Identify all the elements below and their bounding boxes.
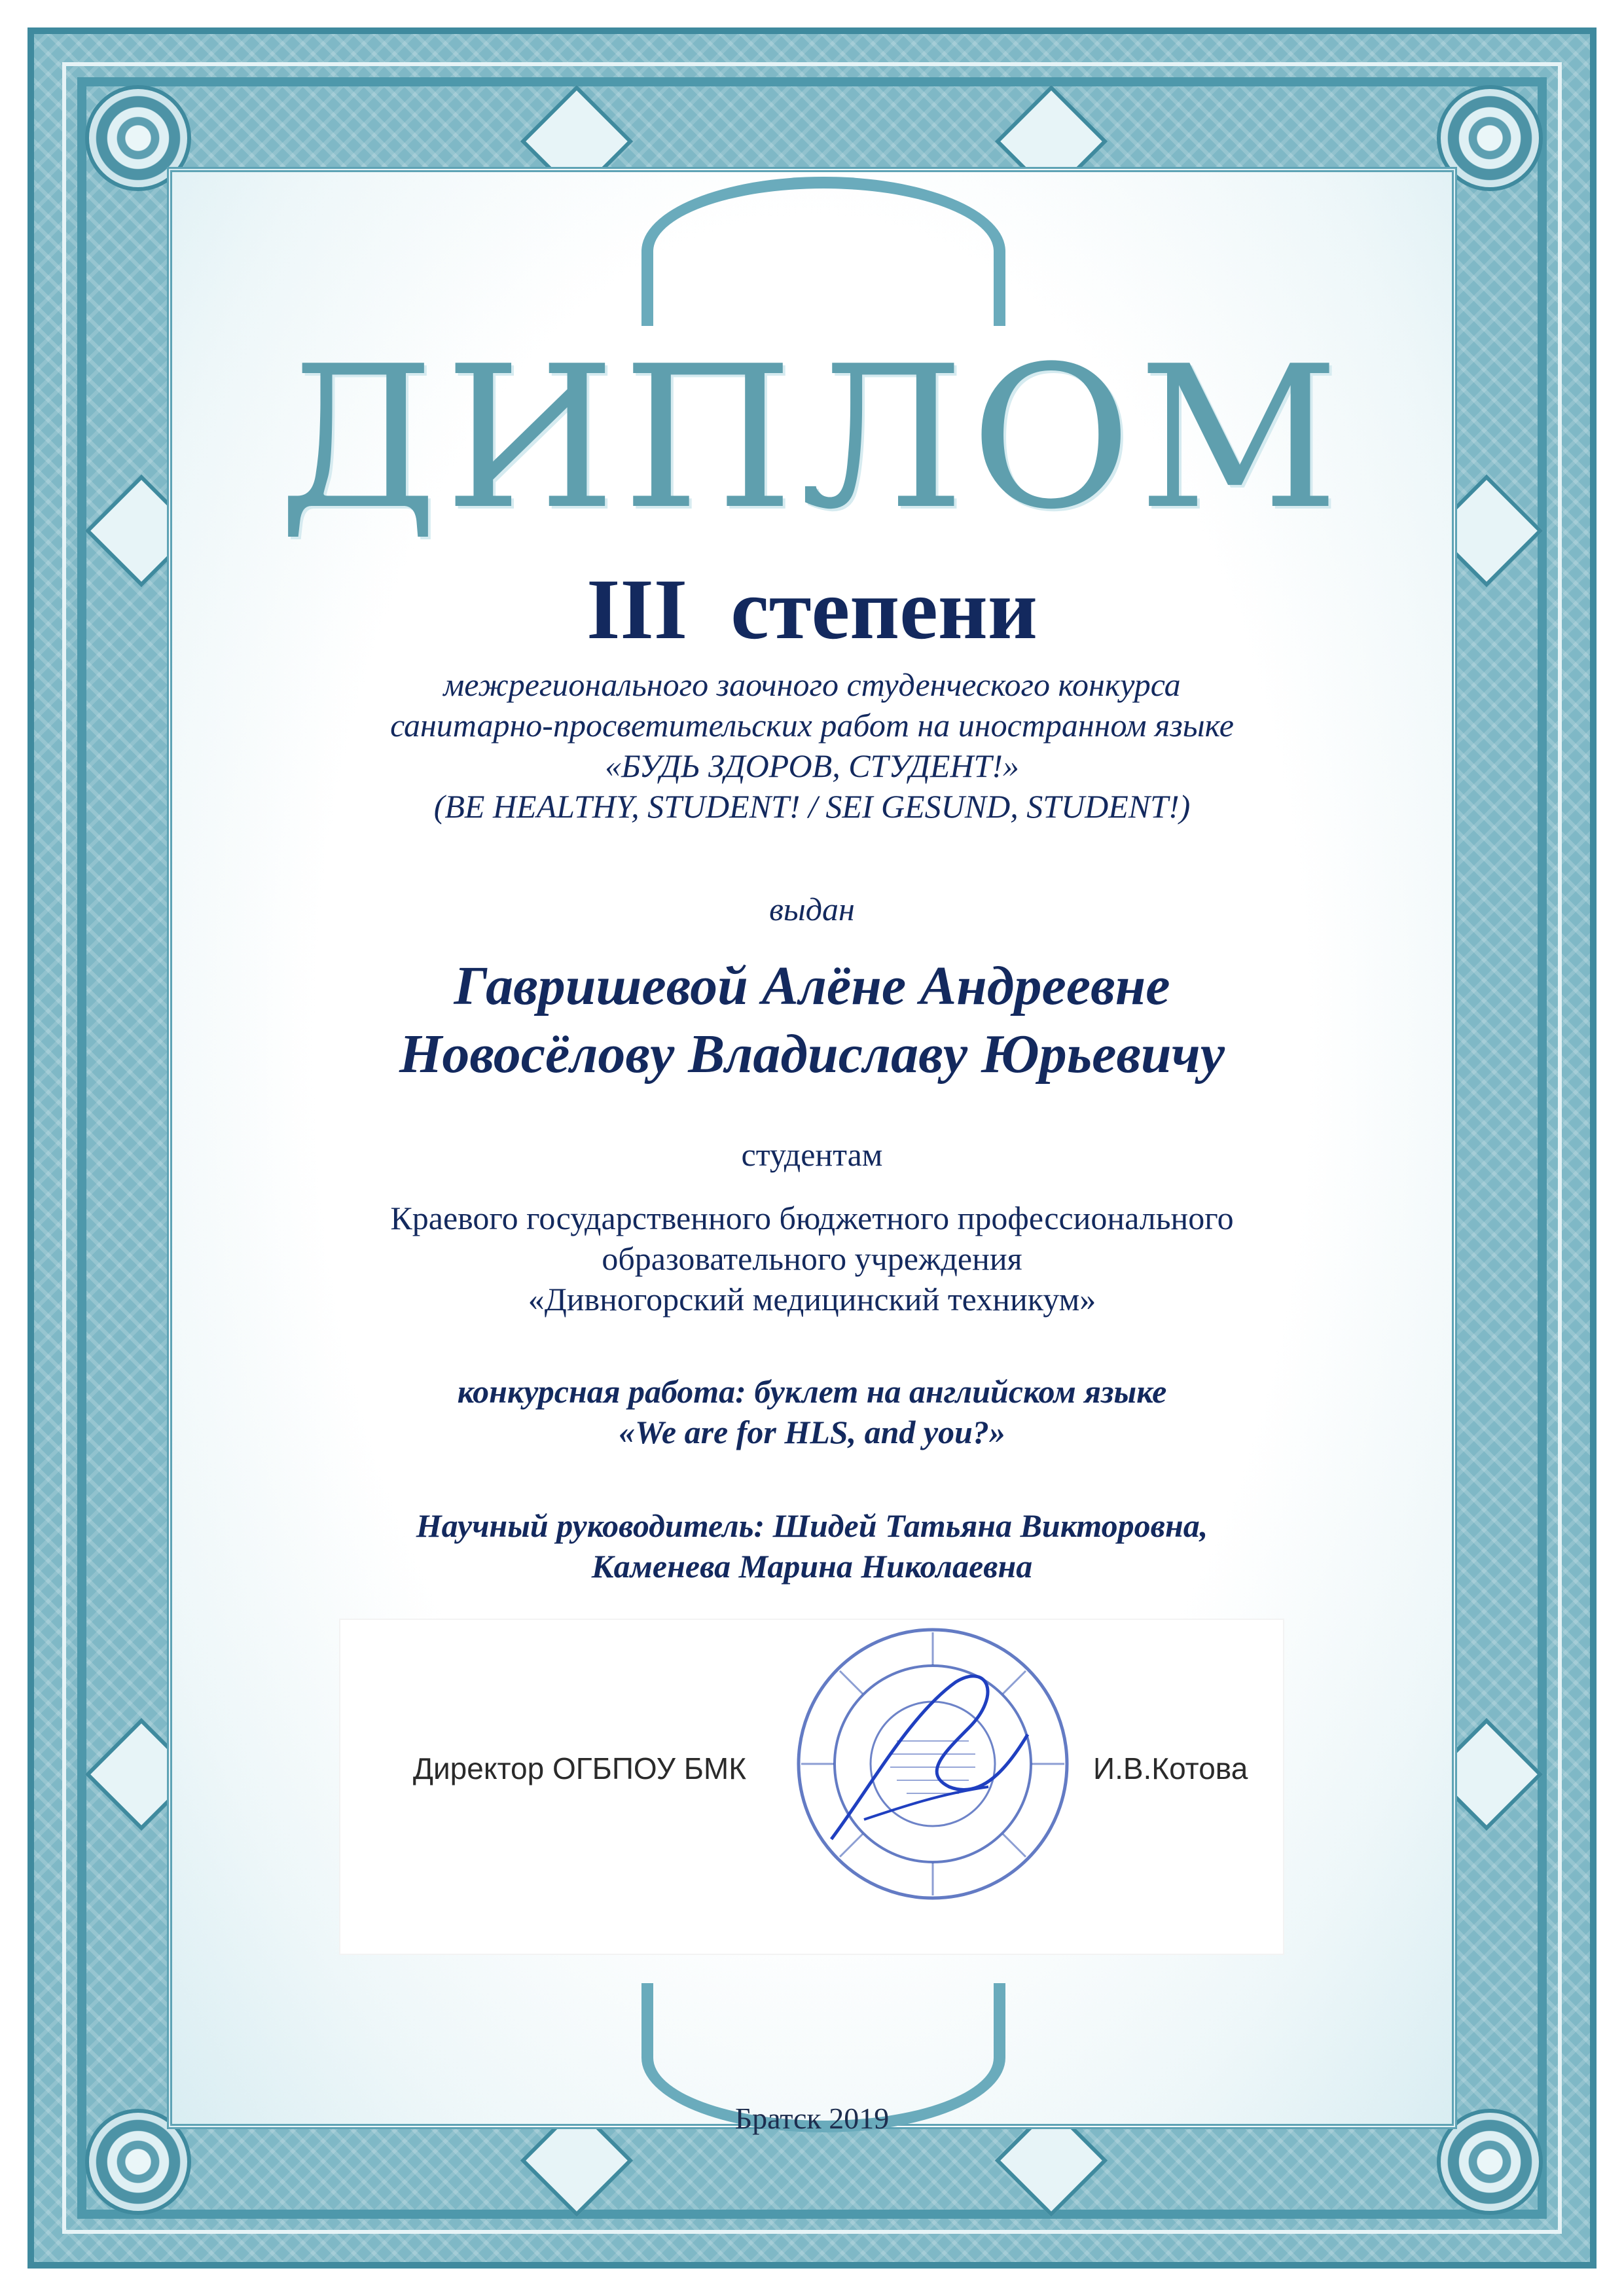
supervisor-line-1: Научный руководитель: Шидей Татьяна Викторовна, xyxy=(416,1507,1208,1544)
signature-block xyxy=(340,1620,1283,1954)
recipients xyxy=(196,952,1428,1088)
institution-line-2: образовательного учреждения xyxy=(602,1240,1022,1277)
students-label: студентам xyxy=(741,1136,883,1173)
contest-line-3: «БУДЬ ЗДОРОВ, СТУДЕНТ!» xyxy=(605,747,1019,784)
supervisor-line-2: Каменева Марина Николаевна xyxy=(591,1548,1033,1585)
contest-line-1: межрегионального заочного студенческого конкурса xyxy=(443,666,1181,703)
institution-line-3: «Дивногорский медицинский техникум» xyxy=(528,1281,1096,1318)
degree-label: III степени xyxy=(586,561,1038,657)
work-line-2: «We are for HLS, and you?» xyxy=(619,1414,1005,1450)
recipient-name: Новосёлову Владиславу Юрьевичу xyxy=(399,1024,1225,1085)
institution xyxy=(196,1198,1428,1319)
director-name: И.В.Котова xyxy=(1093,1751,1248,1785)
contest-work xyxy=(196,1371,1428,1452)
diploma-title: ДИПЛОМ xyxy=(278,324,1346,552)
recipient-name: Гавришевой Алёне Андреевне xyxy=(454,956,1170,1016)
contest-line-2: санитарно-просветительских работ на иностранном языке xyxy=(390,707,1234,744)
institution-line-1: Краевого государственного бюджетного профессионального xyxy=(390,1200,1234,1236)
issued-label: выдан xyxy=(769,891,855,927)
city-year: Братск 2019 xyxy=(734,2102,890,2135)
work-line-1: конкурсная работа: буклет на английском языке xyxy=(457,1373,1167,1410)
contest-line-4: (BE HEALTHY, STUDENT! / SEI GESUND, STUDENT!) xyxy=(433,788,1191,825)
director-position: Директор ОГБПОУ БМК xyxy=(412,1751,746,1785)
stamp-seal-icon xyxy=(792,1623,1074,1905)
supervisor xyxy=(196,1505,1428,1587)
contest-description xyxy=(196,664,1428,827)
